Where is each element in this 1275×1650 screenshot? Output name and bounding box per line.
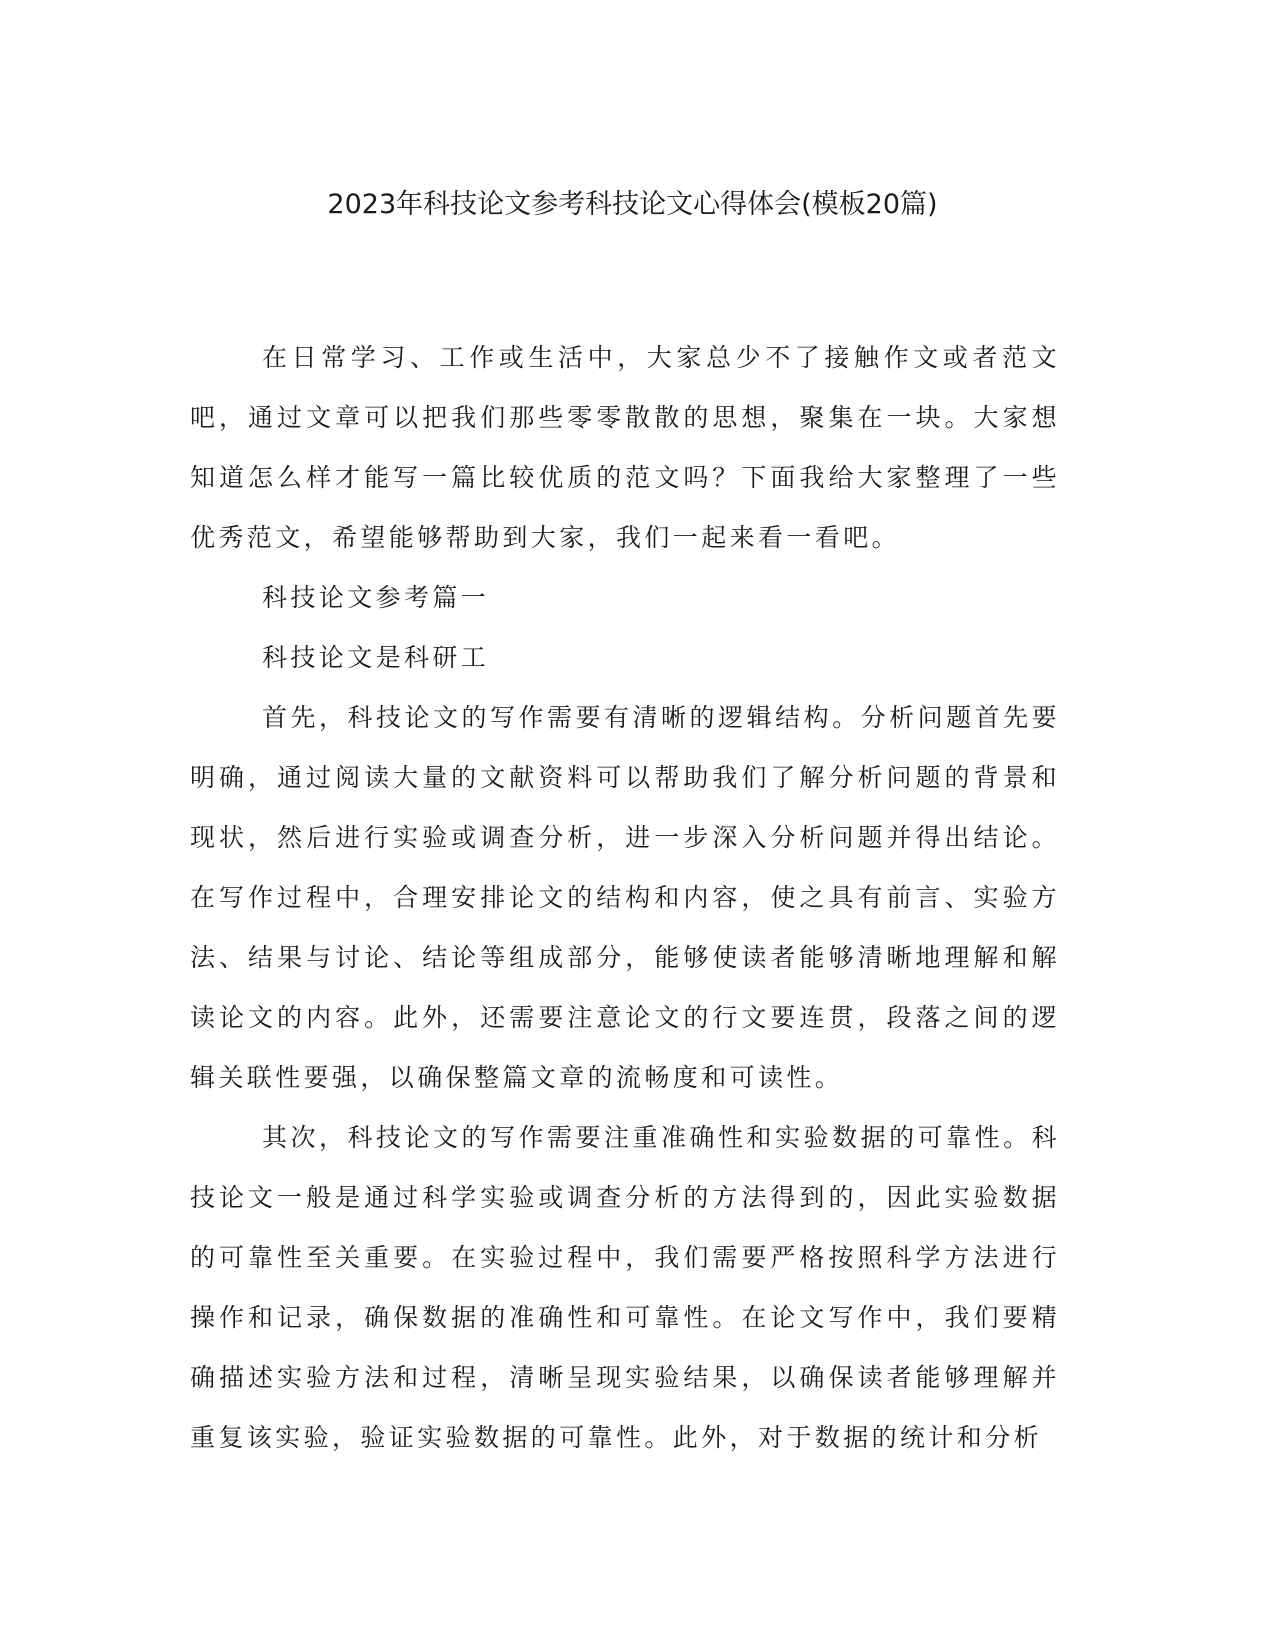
intro-paragraph: 在日常学习、工作或生活中，大家总少不了接触作文或者范文吧，通过文章可以把我们那些零零散散的思想，聚集在一块。大家想知道怎么样才能写一篇比较优质的范文吗？下面我给大家整理了一些优秀范文，希望能够帮助到大家，我们一起来看一看吧。 bbox=[190, 343, 1060, 552]
body-paragraph: 其次，科技论文的写作需要注重准确性和实验数据的可靠性。科技论文一般是通过科学实验或调查分析的方法得到的，因此实验数据的可靠性至关重要。在实验过程中，我们需要严格按照科学方法进行操作和记录，确保数据的准确性和可靠性。在论文写作中，我们要精确描述实验方法和过程，清晰呈现实验结果，以确保读者能够理解并重复该实验，验证实验数据的可靠性。此外，对于数据的统计和分析 bbox=[190, 1123, 1060, 1452]
section-subheading: 科技论文是科研工 bbox=[262, 643, 490, 672]
body-paragraph: 首先，科技论文的写作需要有清晰的逻辑结构。分析问题首先要明确，通过阅读大量的文献资料可以帮助我们了解分析问题的背景和现状，然后进行实验或调查分析，进一步深入分析问题并得出结论。在写作过程中，合理安排论文的结构和内容，使之具有前言、实验方法、结果与讨论、结论等组成部分，能够使读者能够清晰地理解和解读论文的内容。此外，还需要注意论文的行文要连贯，段落之间的逻辑关联性要强，以确保整篇文章的流畅度和可读性。 bbox=[190, 703, 1060, 1092]
document-body bbox=[190, 328, 1060, 1468]
document-title: 2023年科技论文参考科技论文心得体会(模板20篇) bbox=[327, 189, 938, 220]
section-heading: 科技论文参考篇一 bbox=[262, 583, 490, 612]
